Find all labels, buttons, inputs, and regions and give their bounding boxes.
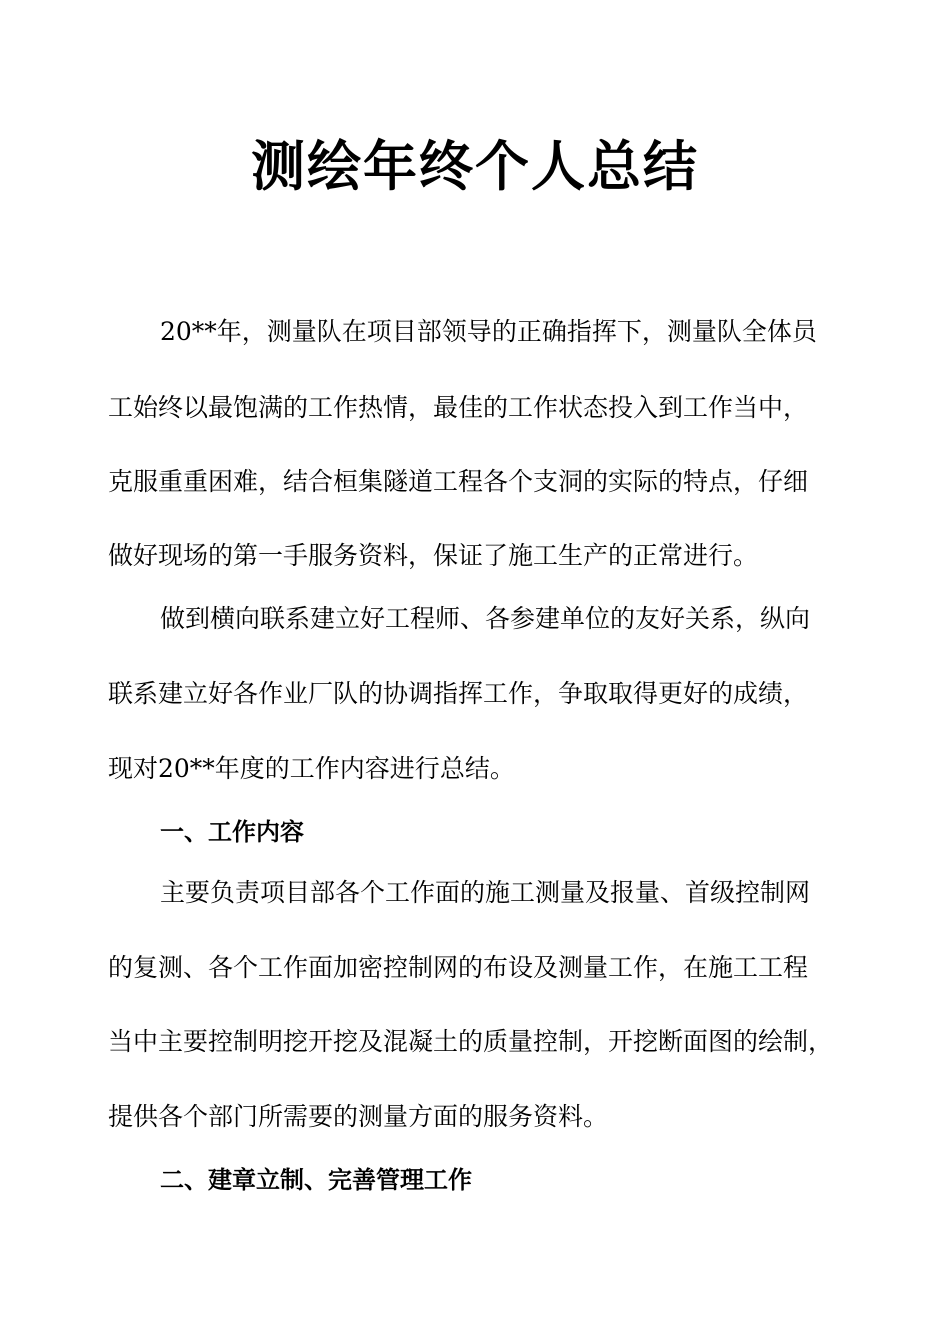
paragraph-line: 当中主要控制明挖开挖及混凝土的质量控制，开挖断面图的绘制， [108,1027,834,1056]
paragraph-line: 20**年，测量队在项目部领导的正确指挥下，测量队全体员 [160,317,817,346]
paragraph-line: 工始终以最饱满的工作热情，最佳的工作状态投入到工作当中， [108,393,809,422]
paragraph-line: 提供各个部门所需要的测量方面的服务资料。 [108,1102,609,1131]
section-heading: 一、工作内容 [160,818,304,846]
section-heading: 二、建章立制、完善管理工作 [160,1166,472,1194]
paragraph-line: 的复测、各个工作面加密控制网的布设及测量工作，在施工工程 [108,953,809,982]
paragraph-line: 联系建立好各作业厂队的协调指挥工作，争取取得更好的成绩， [108,679,809,708]
paragraph-line: 主要负责项目部各个工作面的施工测量及报量、首级控制网 [160,878,811,907]
paragraph-line: 做好现场的第一手服务资料，保证了施工生产的正常进行。 [108,541,759,570]
paragraph-line: 现对20**年度的工作内容进行总结。 [108,754,515,783]
paragraph-line: 做到横向联系建立好工程师、各参建单位的友好关系，纵向 [160,604,811,633]
document-title: 测绘年终个人总结 [251,135,699,198]
paragraph-line: 克服重重困难，结合桓集隧道工程各个支洞的实际的特点，仔细 [108,467,809,496]
